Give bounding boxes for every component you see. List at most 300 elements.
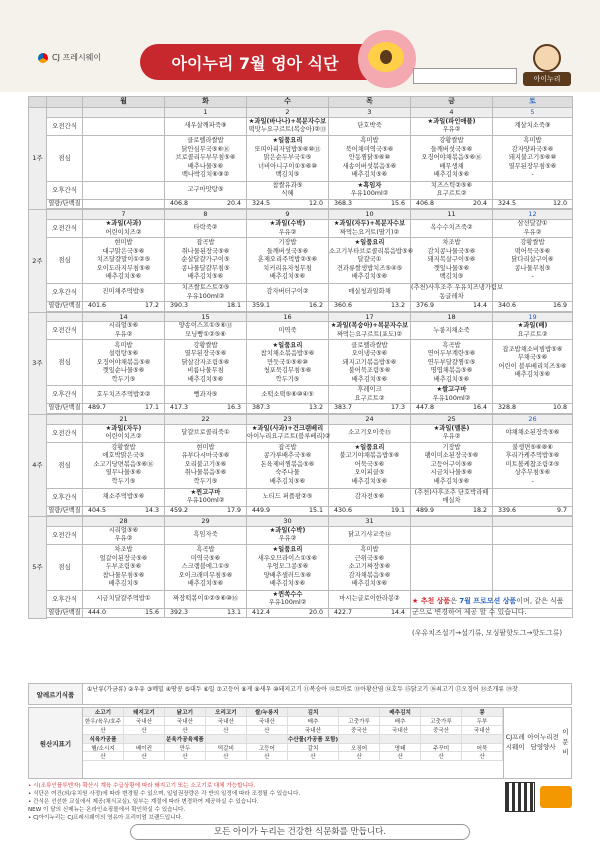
date-cell	[83, 108, 165, 118]
promo-rest: 이며, 같은 식품군으로 변경하여 제공 할 수 있습니다.	[412, 597, 564, 616]
lunch-cell	[83, 340, 165, 386]
origin-cell: 중국산	[421, 726, 462, 735]
date-cell: 21	[83, 414, 165, 424]
origin-cell: 산	[421, 752, 462, 761]
day-header: 화	[165, 97, 247, 108]
kcal-cell	[493, 302, 573, 312]
origin-cell: 국내산	[288, 726, 339, 735]
origin-cell: 산	[83, 752, 124, 761]
menu-item: 깍두기⑤	[111, 375, 136, 383]
afternoon-cell	[247, 181, 329, 199]
kcal-cell	[165, 608, 247, 618]
morning-cell	[329, 526, 411, 544]
menu-item: 호두치즈주먹밥②②	[96, 390, 151, 398]
kcal-value: 376.9	[416, 302, 435, 310]
protein-value: 15.6	[144, 608, 159, 616]
lunch-cell	[165, 442, 247, 488]
date-cell: 1	[165, 108, 247, 118]
menu-item: 오이냉국⑤⑥	[351, 350, 388, 358]
date-cell: 28	[83, 517, 165, 527]
origin-cell: 분육가공육제품	[165, 735, 206, 744]
menu-item: 계살치소죽⑨	[514, 122, 551, 130]
menu-item: 흑미밥	[114, 341, 133, 349]
lunch-cell	[83, 544, 165, 590]
kcal-cell	[83, 302, 165, 312]
qr-code-icon[interactable]	[505, 782, 535, 812]
kcal-cell	[329, 506, 411, 516]
origin-cell: 산	[165, 752, 206, 761]
meal-table	[28, 96, 573, 619]
mascot-face-icon	[533, 44, 561, 72]
afternoon-cell	[493, 181, 573, 199]
kcal-value: 447.8	[416, 404, 435, 412]
warning-line: • 식단은 여건(외/유치원 사정)에 따라 변경될 수 있으며, 일일권장량은 각 반의 일정에 따라 조정될 수 있습니다.	[28, 791, 301, 798]
menu-item: 짜장떡볶이①②⑤⑥⑩⑯	[173, 595, 238, 603]
menu-item: 흑곡밥	[442, 341, 461, 349]
protein-value: 20.4	[226, 199, 241, 207]
menu-item: 배추김치⑤⑥	[351, 580, 388, 588]
menu-item: ★찐고구마	[190, 488, 221, 496]
kcal-value: 324.5	[498, 199, 517, 207]
morning-cell	[165, 424, 247, 442]
origin-cell: 돼지고기	[124, 708, 165, 717]
menu-item: 불어묵조림⑤⑥	[348, 367, 391, 375]
afternoon-cell	[329, 590, 411, 608]
origin-cell: 주꾸미	[421, 744, 462, 753]
menu-item: 미역죽	[278, 326, 297, 334]
date-cell: 3	[329, 108, 411, 118]
afternoon-cell	[411, 386, 493, 404]
menu-item: 배추김치⑤⑥	[187, 375, 224, 383]
origin-cell: 국내산	[380, 726, 421, 735]
menu-item: 오이피클⑤	[354, 469, 385, 477]
origin-cell: 떡갈비	[206, 744, 247, 753]
menu-item: 시금치달걀주먹밥①	[96, 595, 151, 603]
week-label: 3주	[29, 312, 47, 414]
origin-cell	[124, 735, 165, 744]
row-label-kcal: 열량/단백질	[48, 199, 81, 207]
origin-cell: 산	[165, 726, 206, 735]
menu-item: 고구마맛탕⑤	[187, 186, 224, 194]
menu-item: 너비아니구이①⑤⑥⑩	[257, 162, 318, 170]
menu-item: 요구르트②	[354, 394, 385, 402]
kcal-cell	[247, 506, 329, 516]
menu-item: 짜먹는요구르트(포도)②	[336, 330, 403, 338]
menu-item: 양배추샐러드⑤⑥	[263, 571, 312, 579]
kcal-value: 489.7	[88, 404, 107, 412]
menu-item: 치커리유자청무침	[263, 264, 312, 272]
morning-cell	[165, 322, 247, 340]
origin-cell: 산	[339, 752, 380, 761]
menu-item: 비름나물무침	[187, 367, 224, 375]
origin-cell: 한우/육우/호주	[83, 717, 124, 726]
origin-cell: 산	[124, 726, 165, 735]
menu-item: 잡곡밥	[196, 239, 215, 247]
kcal-cell	[411, 404, 493, 414]
origin-cell: 국내산	[165, 717, 206, 726]
origin-cell: 김치	[288, 708, 339, 717]
menu-item: 깍두기⑤	[275, 375, 300, 383]
kcal-value: 324.5	[252, 199, 271, 207]
protein-value: 13.1	[226, 608, 241, 616]
name-input-box[interactable]	[413, 68, 517, 84]
date-cell: 11	[411, 210, 493, 220]
protein-value: 17.3	[390, 404, 405, 412]
afternoon-cell	[329, 284, 411, 302]
menu-item: 우유②	[442, 126, 461, 134]
date-cell: 22	[165, 414, 247, 424]
protein-value: 14.4	[472, 302, 487, 310]
protein-value: 12.0	[552, 199, 567, 207]
morning-cell	[329, 322, 411, 340]
dietitian-info	[503, 708, 571, 778]
menu-item: 콩나물달걀무침⑤	[181, 264, 230, 272]
origin-cell: 산	[380, 752, 421, 761]
menu-item: 치즈달걀말이①②⑤	[96, 256, 151, 264]
lunch-cell	[329, 442, 411, 488]
afternoon-cell	[493, 488, 573, 506]
date-cell: 18	[411, 312, 493, 322]
row-label-lunch: 점심	[47, 238, 83, 284]
date-cell: 25	[411, 414, 493, 424]
menu-item: 배추김치⑤⑥	[433, 375, 470, 383]
kcal-value: 489.9	[416, 506, 435, 514]
protein-value: 15.1	[308, 506, 323, 514]
menu-item: ★과일(수박)	[269, 220, 306, 228]
menu-item: 열무나물⑤⑥	[105, 469, 142, 477]
menu-item: 어린이치즈②	[105, 433, 142, 441]
kcal-value: 383.7	[334, 404, 353, 412]
warnings-list	[28, 782, 498, 823]
menu-item: 훈제오리주먹밥②⑤⑥	[257, 256, 318, 264]
menu-item: 닭다리살구이⑥	[511, 256, 554, 264]
menu-item: 매실청과일화채	[348, 288, 391, 296]
menu-item: 식혜	[281, 190, 294, 198]
menu-item: 삼선달걀①	[517, 220, 548, 228]
menu-item: 강황쌀밥	[439, 137, 464, 145]
menu-item: ★과일(멜론)	[433, 424, 470, 432]
lunch-cell	[165, 340, 247, 386]
date-cell: 17	[329, 312, 411, 322]
menu-item: 불고기야채볶음밥⑤⑥	[339, 452, 400, 460]
kcal-value: 417.3	[170, 404, 189, 412]
origin-cell: 국내산	[462, 726, 503, 735]
row-label-lunch: 점심	[47, 544, 83, 590]
menu-item: 배추김치⑤⑥	[105, 273, 142, 281]
kcal-value: 390.3	[170, 302, 189, 310]
lunch-cell	[411, 442, 493, 488]
afternoon-cell	[165, 181, 247, 199]
menu-item: 떡어묵국⑤⑥	[514, 247, 551, 255]
afternoon-cell	[83, 284, 165, 302]
lunch-cell	[329, 135, 411, 181]
protein-value: 15.6	[390, 199, 405, 207]
lunch-cell	[247, 340, 329, 386]
origin-cell: 두부	[462, 717, 503, 726]
promo-note	[412, 596, 570, 638]
menu-item: 모닝빵①②⑤⑥	[185, 330, 226, 338]
lunch-cell	[247, 544, 329, 590]
menu-item: 연두부달걀찜①⑤	[427, 358, 476, 366]
kcal-value: 404.5	[88, 506, 107, 514]
afternoon-cell	[83, 488, 165, 506]
kcal-cell	[493, 199, 573, 209]
menu-item: 소떡소떡⑤⑥⑩④⑤	[261, 390, 314, 398]
origin-cell: 고춧가루	[421, 717, 462, 726]
kcal-value: 392.3	[170, 608, 189, 616]
origin-cell: 오징어	[339, 744, 380, 753]
menu-item: 소고기짜장⑤⑥	[348, 563, 391, 571]
origin-cell: 어묵	[462, 744, 503, 753]
date-cell: 7	[83, 210, 165, 220]
page-title: 아이누리 7월 영아 식단	[171, 54, 339, 73]
lunch-cell	[165, 135, 247, 181]
morning-cell	[493, 322, 573, 340]
menu-item: 돼지목살구이⑤⑥	[427, 256, 476, 264]
menu-item: 우유②	[278, 535, 297, 543]
menu-item: 팽이미소된장국⑤⑥	[424, 452, 479, 460]
menu-item: 양송이스프①⑤⑥⑬	[178, 322, 233, 330]
row-label-morning: 오전간식	[47, 424, 83, 442]
date-cell: 2	[247, 108, 329, 118]
protein-value: 12.0	[308, 199, 323, 207]
menu-item: 감치콩나물국⑤⑥	[427, 247, 476, 255]
protein-value: 19.1	[390, 506, 405, 514]
menu-item: 감자양파국⑤⑥	[511, 145, 554, 153]
afternoon-cell	[411, 284, 504, 302]
allergy-legend	[28, 683, 572, 705]
menu-item: 청포묵김무침⑤⑥	[263, 367, 312, 375]
allergy-title: 알레르기식품	[29, 684, 83, 704]
menu-item: 배추김치⑤	[108, 580, 139, 588]
date-cell: 31	[329, 517, 411, 527]
row-label-kcal: 열량/단백질	[48, 506, 81, 514]
date-label-cell	[47, 414, 83, 424]
menu-item: 배추김치⑤⑥	[351, 273, 388, 281]
morning-cell	[247, 220, 329, 238]
menu-item: 유부다시마국⑤⑥	[181, 452, 230, 460]
menu-item: 미역국⑤⑥	[190, 554, 221, 562]
origin-cell: 산	[288, 752, 339, 761]
origin-cell: 산	[83, 726, 124, 735]
menu-item: 깍두기⑤	[111, 477, 136, 485]
kcal-value: 368.3	[334, 199, 353, 207]
date-label-cell	[47, 312, 83, 322]
kcal-cell	[247, 608, 329, 618]
menu-item: 배추나물⑤⑥	[187, 162, 224, 170]
menu-item: 노티드 퍼플팡②⑤	[262, 492, 313, 500]
origin-cell	[339, 735, 380, 744]
menu-item: ★과일(자두)	[105, 424, 142, 432]
dietitian-line: 이문비	[562, 728, 569, 756]
mascot-logo	[523, 44, 571, 88]
morning-cell	[247, 117, 329, 135]
menu-item: ★일품요리	[354, 443, 385, 451]
day-header: 토	[493, 97, 573, 108]
origin-cell	[247, 735, 288, 744]
kcal-cell	[329, 404, 411, 414]
warning-line: • 간식은 선선한 교실에서 제공(채식교실), 일부는 계절에 따라 변경하여 제공하실 수 있습니다.	[28, 799, 259, 806]
menu-item: ★흑임자	[357, 181, 382, 189]
date-cell: 24	[329, 414, 411, 424]
menu-item: 우유②	[278, 228, 297, 236]
menu-item: 두부조림⑤⑥	[105, 563, 142, 571]
dietitian-line: 아이누리전담영양사	[527, 733, 559, 751]
corner-cell	[29, 97, 47, 108]
origin-cell: 배추	[288, 717, 339, 726]
morning-cell	[493, 526, 573, 544]
menu-item: 아이누리요구르트(블루베리)②	[247, 433, 331, 441]
menu-item: 숙주나물	[275, 469, 300, 477]
kcal-cell	[411, 506, 493, 516]
menu-item: 들깨버섯국⑤⑥	[266, 247, 309, 255]
row-label-lunch: 점심	[47, 135, 83, 181]
origin-cell: 소고기	[83, 708, 124, 717]
menu-item: 얼갈이된장국⑤⑥	[99, 554, 148, 562]
kcal-value: 449.9	[252, 506, 271, 514]
row-label-afternoon: 오후간식	[47, 488, 83, 506]
delivery-truck-icon	[540, 786, 572, 808]
menu-item: 미트볼케찹조림②⑤	[505, 460, 560, 468]
week-label: 2주	[29, 210, 47, 312]
protein-value: 13.2	[308, 404, 323, 412]
menu-item: 어린이치즈②	[105, 228, 142, 236]
origin-cell: 명태	[380, 744, 421, 753]
kcal-value: 422.7	[334, 608, 353, 616]
menu-item: 소고기오이죽⑮	[348, 428, 391, 436]
menu-item: 백나박김치⑥⑨②	[181, 171, 230, 179]
day-header: 수	[247, 97, 329, 108]
kcal-value: 406.8	[170, 199, 189, 207]
row-label-kcal: 열량/단백질	[48, 608, 81, 616]
lunch-cell	[329, 238, 414, 284]
kcal-cell	[411, 199, 493, 209]
menu-item: 명엽채볶음⑤⑥	[430, 367, 473, 375]
menu-item: 감자채볶음⑤⑥	[348, 571, 391, 579]
menu-item: 매실차	[442, 497, 461, 505]
menu-item: 차조밥	[442, 239, 461, 247]
morning-cell	[329, 220, 411, 238]
lunch-cell	[493, 135, 573, 181]
menu-item: 배추김치⑤⑥	[187, 273, 224, 281]
menu-item: 배추김치⑤⑥	[269, 273, 306, 281]
week-label: 1주	[29, 108, 47, 210]
protein-value: 13.2	[390, 302, 405, 310]
menu-item: 강황쌀밥	[111, 443, 136, 451]
menu-item: 새우살깨파죽⑨	[184, 122, 227, 130]
date-cell: 4	[411, 108, 493, 118]
menu-item: ★과일(바나나)+복분자수보	[248, 117, 327, 125]
menu-item: 새송이버섯볶음⑤⑥	[342, 162, 397, 170]
menu-item: 달걀국①	[357, 256, 382, 264]
origin-cell	[380, 735, 421, 744]
menu-item: -	[531, 477, 534, 485]
menu-item: 흑임자죽	[193, 531, 218, 539]
menu-item: 흑미밥	[360, 137, 379, 145]
afternoon-cell	[247, 488, 329, 506]
kcal-cell	[83, 404, 165, 414]
row-label-morning: 오전간식	[47, 220, 83, 238]
date-cell: 9	[247, 210, 329, 220]
menu-item: 열무된장무침⑤⑥	[508, 162, 557, 170]
date-cell: 23	[247, 414, 329, 424]
date-cell: 14	[83, 312, 165, 322]
menu-item: -	[531, 171, 534, 179]
afternoon-cell	[329, 488, 411, 506]
morning-cell	[411, 322, 493, 340]
protein-value: 16.2	[308, 302, 323, 310]
menu-item: ★과일(자두)+복분자수보	[333, 220, 406, 228]
menu-item: 요구르트②	[436, 190, 467, 198]
menu-item: 뻥과자⑤	[193, 390, 218, 398]
date-cell	[411, 517, 493, 527]
morning-cell	[411, 220, 493, 238]
menu-item: 달걀브로콜리죽①	[181, 428, 230, 436]
menu-item: 돈육제비찜볶음⑤⑥	[260, 460, 315, 468]
date-cell: 19	[493, 312, 573, 322]
origin-cell: 산	[462, 752, 503, 761]
menu-item: 기장밥	[278, 239, 297, 247]
origin-title: 원산지표기	[29, 708, 83, 778]
promo-mid: 은	[450, 597, 457, 605]
menu-item: 치즈쌀토스트②⑤	[181, 284, 230, 292]
row-label-morning: 오전간식	[47, 526, 83, 544]
date-cell: 8	[165, 210, 247, 220]
kcal-cell	[247, 302, 329, 312]
menu-item: 요구르트②	[517, 330, 548, 338]
morning-cell	[411, 117, 493, 135]
origin-cell	[462, 735, 503, 744]
menu-item: ★일품요리	[272, 341, 303, 349]
menu-item: 우유100ml②	[186, 497, 225, 505]
morning-cell	[329, 117, 411, 135]
menu-item: 깍두기⑤	[193, 477, 218, 485]
date-label-cell	[47, 108, 83, 118]
kcal-value: 459.2	[170, 506, 189, 514]
kcal-value: 430.6	[334, 506, 353, 514]
origin-cell: 산	[247, 726, 288, 735]
menu-item: 치즈스틱②⑤⑥	[430, 181, 473, 189]
date-cell: 30	[247, 517, 329, 527]
menu-item: 백김치⑤	[439, 273, 464, 281]
afternoon-cell	[247, 590, 329, 608]
menu-item: 설렁탕⑤⑥	[108, 350, 139, 358]
kcal-cell	[329, 302, 411, 312]
menu-item: 시리얼⑤⑥	[108, 526, 139, 534]
menu-item: 참치채소볶음밥⑤⑥	[260, 350, 315, 358]
kcal-value: 328.8	[498, 404, 517, 412]
morning-cell	[165, 526, 247, 544]
menu-item: 감자버터구이②	[266, 288, 309, 296]
origin-table	[28, 707, 572, 779]
menu-item: ★과일(파인애플)	[427, 117, 476, 125]
morning-cell	[411, 424, 493, 442]
row-label-afternoon: 오후간식	[47, 386, 83, 404]
kcal-value: 412.4	[252, 608, 271, 616]
mascot-label: 아이누리	[523, 72, 571, 86]
afternoon-cell	[493, 386, 573, 404]
menu-item: 견과류쌀생밥치즈⑤④⑤	[336, 264, 403, 272]
afternoon-cell	[329, 181, 411, 199]
lunch-cell	[493, 238, 573, 284]
lunch-cell	[83, 135, 165, 181]
origin-grid	[83, 708, 503, 778]
protein-value: 20.4	[472, 199, 487, 207]
lunch-cell	[83, 238, 165, 284]
protein-value: 20.0	[308, 608, 323, 616]
menu-item: 오이크래미무침⑤⑥	[178, 571, 233, 579]
menu-item: 배추김치⑤⑥	[433, 171, 470, 179]
